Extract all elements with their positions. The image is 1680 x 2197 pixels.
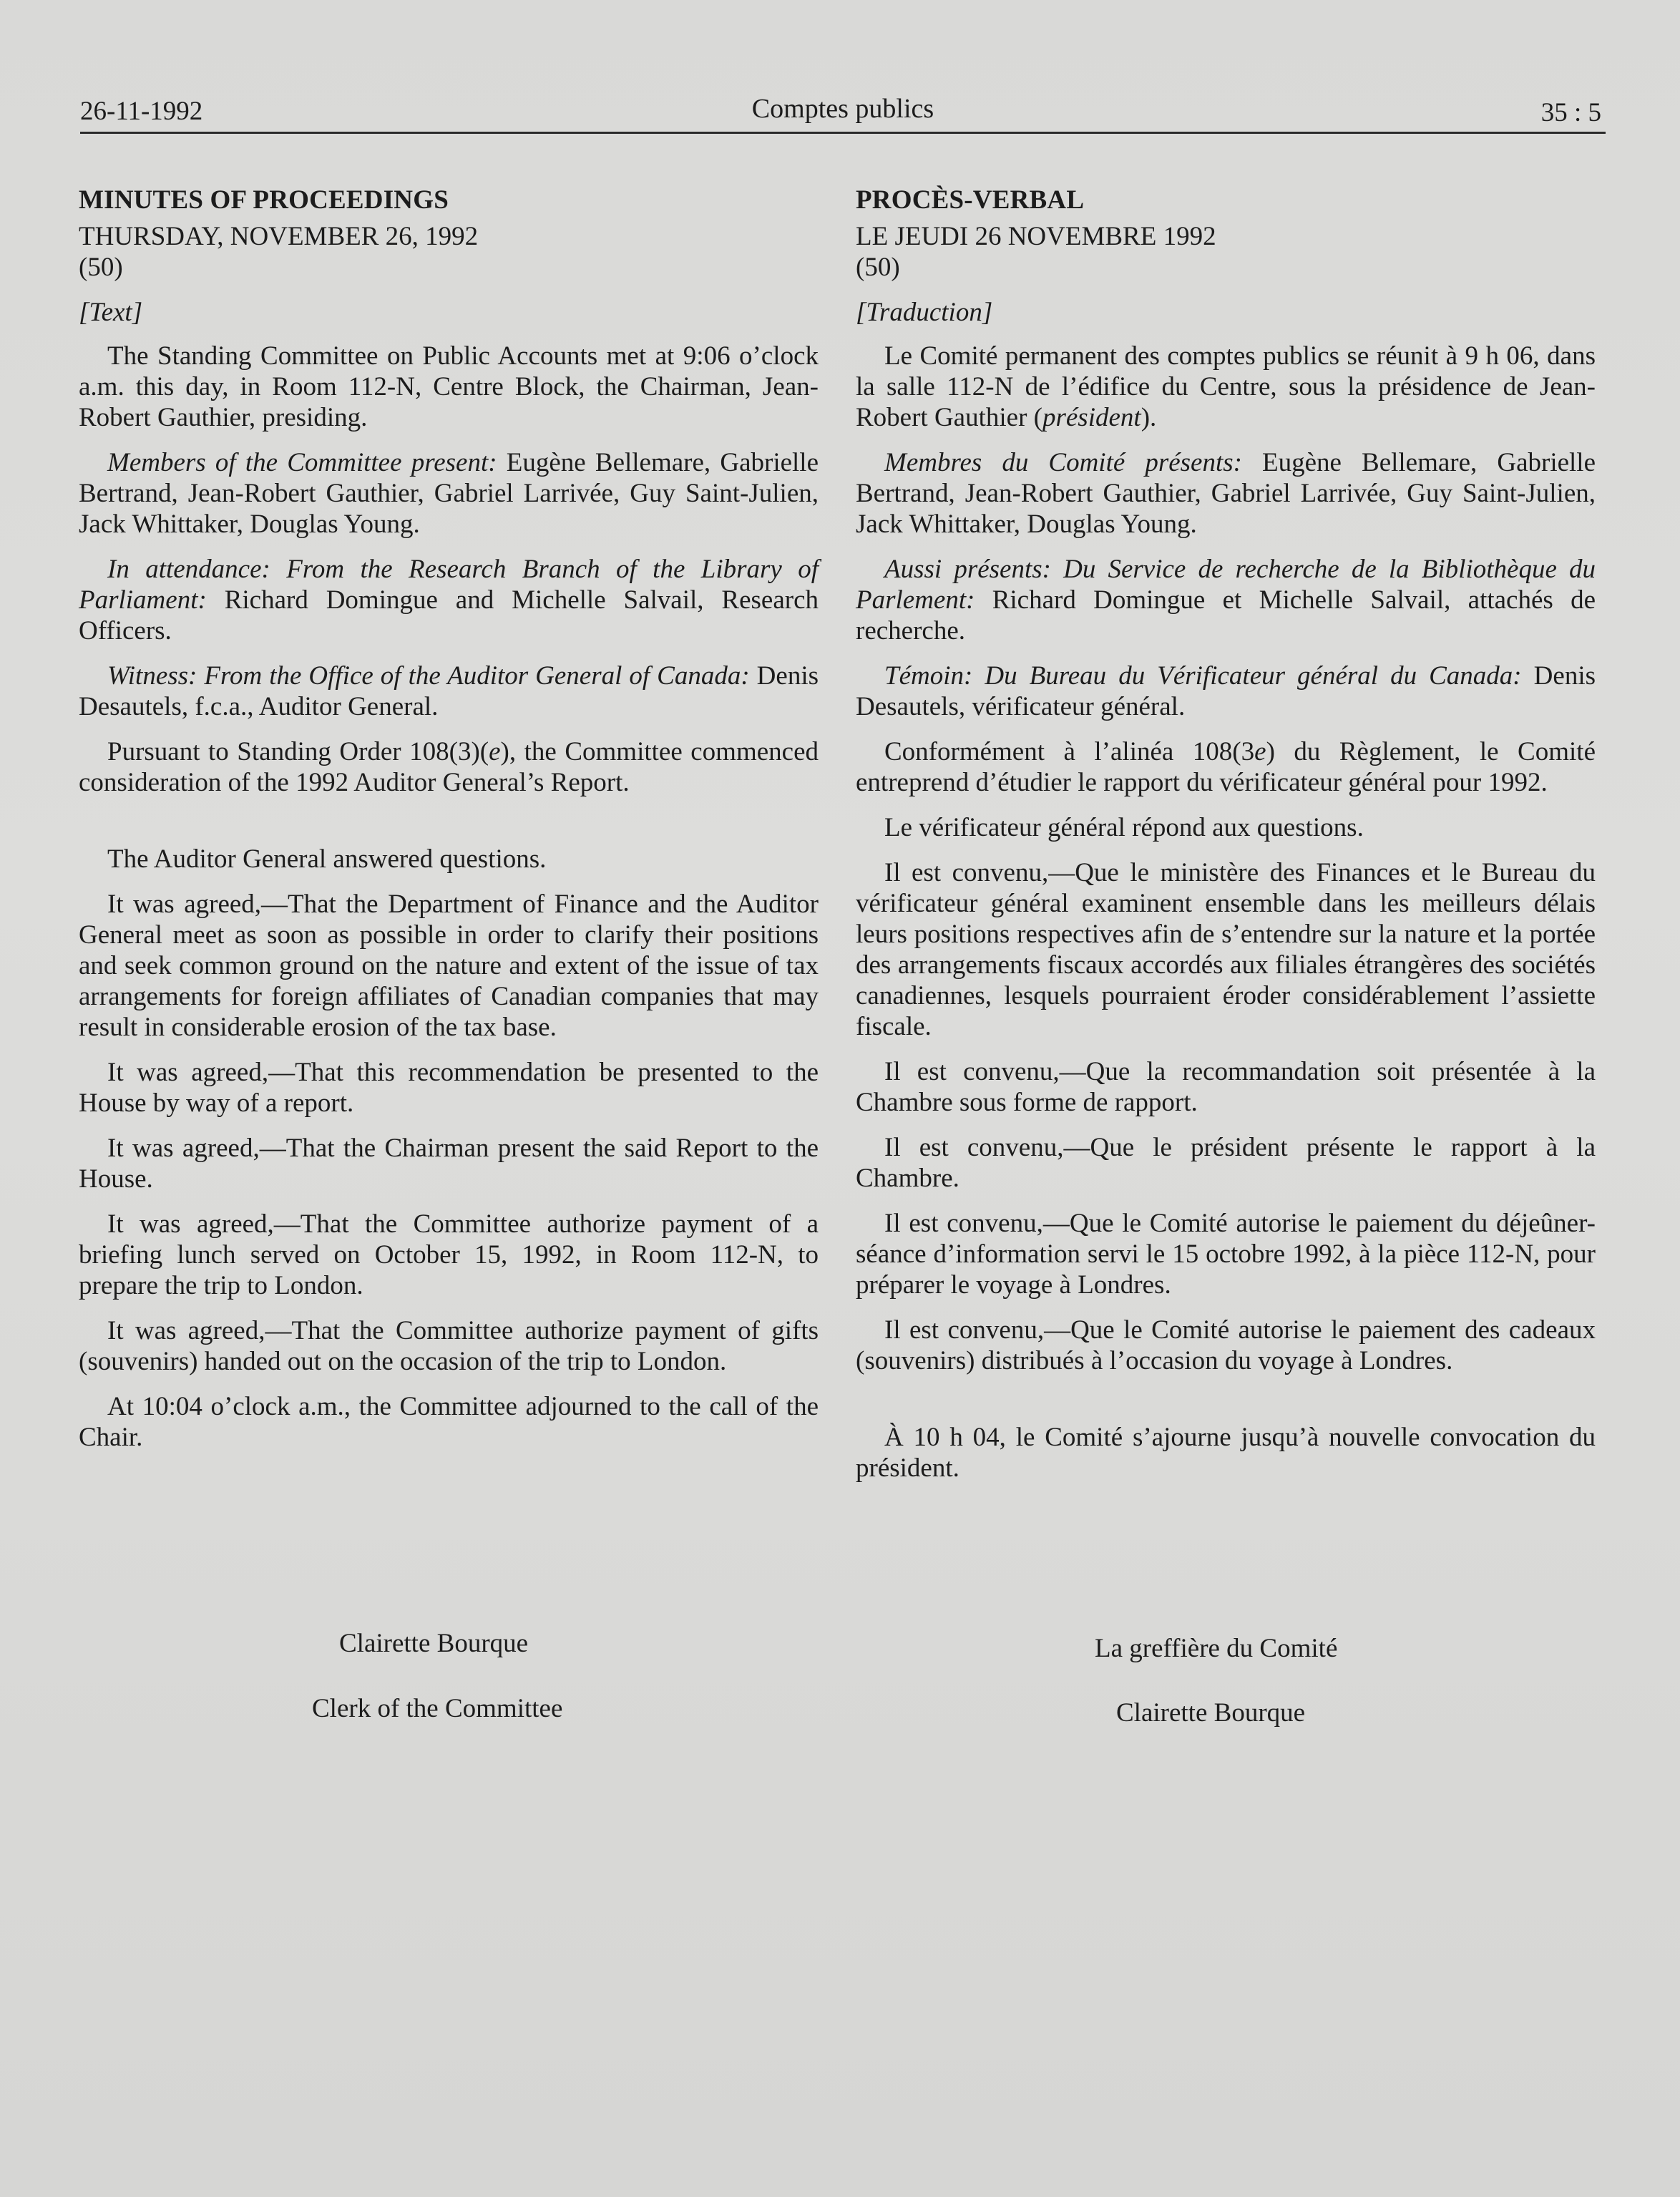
agreed-paragraph-fr-4: Il est convenu,—Que le Comité autorise le paiement du déjeûner-séance d’information servi le 15 octobre 1992, à la pièce 112-N, pour préparer le voyage à Londres. <box>856 1209 1596 1300</box>
attendance-label: In attendance: From the Research Branch of the Library of Parliament: <box>79 555 819 615</box>
witness-paragraph-fr <box>856 661 1596 722</box>
meeting-date: THURSDAY, NOVEMBER 26, 1992 <box>79 222 479 251</box>
president-word: président <box>1042 403 1141 432</box>
agreed-paragraph-fr-5: Il est convenu,—Que le Comité autorise le paiement des cadeaux (souvenirs) distribués à l’occasion du voyage à Londres. <box>856 1315 1596 1375</box>
standing-order-text-end: ), the Committee commenced consideration of the 1992 Auditor General’s Report. <box>79 737 819 797</box>
witness-label-fr: Témoin: Du Bureau du Vérificateur général du Canada: <box>884 661 1522 691</box>
agreed-paragraph-1: It was agreed,—That the Department of Finance and the Auditor General meet as soon as possible in order to clarify their positions and seek common ground on the nature and extent of the issue of tax arrangements for foreign affiliates of Canadian companies that may result in considerable erosion of the tax base. <box>79 890 819 1042</box>
agreed-paragraph-3: It was agreed,—That the Chairman present the said Report to the House. <box>79 1134 819 1194</box>
proces-verbal-heading: PROCÈS-VERBAL <box>856 185 1085 215</box>
agreed-paragraph-fr-3: Il est convenu,—Que le président présente le rapport à la Chambre. <box>856 1133 1596 1193</box>
text-tag: [Text] <box>79 298 143 327</box>
standing-order-text-fr-end: ) du Règlement, le Comité entreprend d’étudier le rapport du vérificateur général pour 1992. <box>856 737 1596 797</box>
standing-order-letter-fr: e <box>1254 737 1266 766</box>
members-paragraph-fr <box>856 447 1596 540</box>
agreed-paragraph-fr-2: Il est convenu,—Que la recommandation soit présentée à la Chambre sous forme de rapport. <box>856 1057 1596 1117</box>
attendance-paragraph <box>79 554 819 646</box>
agreed-paragraph-fr-1: Il est convenu,—Que le ministère des Finances et le Bureau du vérificateur général examinent ensemble dans les meilleurs délais leurs positions respectives afin de s’entendre sur la nature et la portée des arrangements fiscaux accordés aux filiales étrangères des sociétés canadiennes, lesquels pourraient éroder considérablement l’assiette fiscale. <box>856 858 1596 1041</box>
agreed-paragraph-5: It was agreed,—That the Committee authorize payment of gifts (souvenirs) handed out on the occasion of the trip to London. <box>79 1316 819 1376</box>
french-column <box>856 185 1596 1498</box>
witness-paragraph <box>79 661 819 722</box>
answered-paragraph: The Auditor General answered questions. <box>107 844 547 874</box>
minutes-heading: MINUTES OF PROCEEDINGS <box>79 185 449 215</box>
clerk-title-fr: La greffière du Comité <box>1095 1634 1338 1663</box>
standing-order-paragraph-fr <box>856 736 1596 798</box>
attendance-list-fr: Richard Domingue et Michelle Salvail, attachés de recherche. <box>856 585 1596 646</box>
header-title: Comptes publics <box>751 94 934 124</box>
translation-tag: [Traduction] <box>856 298 993 327</box>
agreed-paragraph-4: It was agreed,—That the Committee authorize payment of a briefing lunch served on October 15, 1992, in Room 112-N, to prepare the trip to London. <box>79 1209 819 1300</box>
standing-order-text-fr: Conformément à l’alinéa 108(3 <box>884 737 1255 766</box>
answered-paragraph-fr: Le vérificateur général répond aux questions. <box>884 813 1364 842</box>
opening-paragraph: The Standing Committee on Public Accounts met at 9:06 o’clock a.m. this day, in Room 112-N, Centre Block, the Chairman, Jean-Robert Gauthier, presiding. <box>79 341 819 432</box>
agreed-paragraph-2: It was agreed,—That this recommendation be presented to the House by way of a report. <box>79 1058 819 1118</box>
witness-name: Denis Desautels, f.c.a., Auditor General. <box>79 661 819 721</box>
opening-paragraph-fr <box>856 341 1596 433</box>
adjournment-paragraph: At 10:04 o’clock a.m., the Committee adjourned to the call of the Chair. <box>79 1392 819 1452</box>
standing-order-text: Pursuant to Standing Order 108(3)( <box>107 737 489 766</box>
opening-text-fr: Le Comité permanent des comptes publics se réunit à 9 h 06, dans la salle 112-N de l’édifice du Centre, sous la présidence de Jean-Robert Gauthier ( <box>856 341 1596 432</box>
meeting-number-fr: (50) <box>856 253 900 282</box>
clerk-name-fr: Clairette Bourque <box>1116 1698 1306 1728</box>
meeting-date-fr: LE JEUDI 26 NOVEMBRE 1992 <box>856 222 1216 251</box>
adjournment-paragraph-fr: À 10 h 04, le Comité s’ajourne jusqu’à nouvelle convocation du président. <box>856 1423 1596 1483</box>
english-column <box>79 185 819 1467</box>
members-list-fr: Eugène Bellemare, Gabrielle Bertrand, Jean-Robert Gauthier, Gabriel Larrivée, Guy Saint-Julien, Jack Whittaker, Douglas Young. <box>856 448 1596 539</box>
attendance-label-fr: Aussi présents: Du Service de recherche de la Bibliothèque du Parlement: <box>856 555 1596 615</box>
members-list: Eugène Bellemare, Gabrielle Bertrand, Jean-Robert Gauthier, Gabriel Larrivée, Guy Saint-Julien, Jack Whittaker, Douglas Young. <box>79 448 819 539</box>
header-date: 26-11-1992 <box>80 97 203 126</box>
opening-text-fr-end: ). <box>1141 403 1157 432</box>
witness-label: Witness: From the Office of the Auditor General of Canada: <box>107 661 750 691</box>
members-label: Members of the Committee present: <box>107 448 497 477</box>
attendance-paragraph-fr <box>856 554 1596 646</box>
clerk-name: Clairette Bourque <box>339 1629 529 1658</box>
running-header <box>80 93 1606 134</box>
members-label-fr: Membres du Comité présents: <box>884 448 1242 477</box>
clerk-title: Clerk of the Committee <box>312 1694 563 1723</box>
page-number: 35 : 5 <box>1540 98 1601 127</box>
standing-order-letter: e <box>489 737 501 766</box>
witness-name-fr: Denis Desautels, vérificateur général. <box>856 661 1596 721</box>
standing-order-paragraph <box>79 736 819 798</box>
attendance-list: Richard Domingue and Michelle Salvail, Research Officers. <box>79 585 819 646</box>
members-paragraph <box>79 447 819 540</box>
meeting-number: (50) <box>79 253 123 282</box>
